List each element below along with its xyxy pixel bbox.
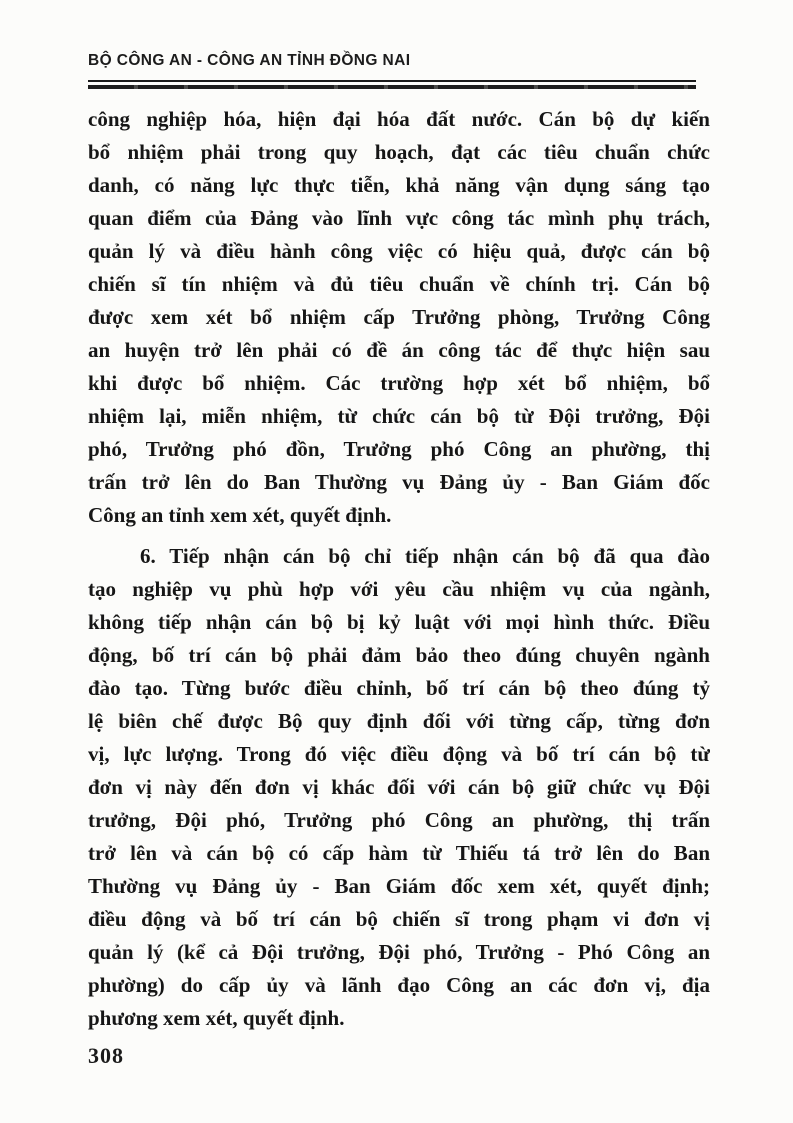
- header-rule-thick: [88, 85, 696, 89]
- text-line: phó, Trưởng phó đồn, Trưởng phó Công an phường, thị: [88, 437, 710, 461]
- text-line: quan điểm của Đảng vào lĩnh vực công tác mình phụ trách,: [88, 206, 710, 230]
- text-line: chiến sĩ tín nhiệm và đủ tiêu chuẩn về chính trị. Cán bộ: [88, 272, 710, 296]
- text-line: phương xem xét, quyết định.: [88, 1006, 345, 1030]
- text-line: Thường vụ Đảng ủy - Ban Giám đốc xem xét, quyết định;: [88, 874, 710, 898]
- text-line: động, bố trí cán bộ phải đảm bảo theo đúng chuyên ngành: [88, 643, 710, 667]
- text-line: phường) do cấp ủy và lãnh đạo Công an các đơn vị, địa: [88, 973, 710, 997]
- page-number: 308: [88, 1043, 124, 1068]
- text-line: khi được bổ nhiệm. Các trường hợp xét bổ nhiệm, bổ: [88, 371, 710, 395]
- text-line: tạo nghiệp vụ phù hợp với yêu cầu nhiệm vụ của ngành,: [88, 577, 710, 601]
- text-line: trấn trở lên do Ban Thường vụ Đảng ủy - Ban Giám đốc: [88, 470, 710, 494]
- text-line: bổ nhiệm phải trong quy hoạch, đạt các tiêu chuẩn chức: [88, 140, 710, 164]
- text-line: danh, có năng lực thực tiễn, khả năng vận dụng sáng tạo: [88, 173, 710, 197]
- header-rule-thin: [88, 80, 696, 82]
- body-text: [88, 103, 710, 1035]
- text-line: đơn vị này đến đơn vị khác đối với cán bộ giữ chức vụ Đội: [88, 775, 710, 799]
- text-line: vị, lực lượng. Trong đó việc điều động và bố trí cán bộ từ: [88, 742, 710, 766]
- text-line: không tiếp nhận cán bộ bị kỷ luật với mọi hình thức. Điều: [88, 610, 710, 634]
- text-line: lệ biên chế được Bộ quy định đối với từng cấp, từng đơn: [88, 709, 710, 733]
- text-line: Công an tỉnh xem xét, quyết định.: [88, 503, 392, 527]
- text-line: điều động và bố trí cán bộ chiến sĩ trong phạm vi đơn vị: [88, 907, 710, 931]
- text-line: trưởng, Đội phó, Trưởng phó Công an phường, thị trấn: [88, 808, 710, 832]
- running-header: BỘ CÔNG AN - CÔNG AN TỈNH ĐỒNG NAI: [88, 52, 411, 69]
- text-line: được xem xét bổ nhiệm cấp Trưởng phòng, Trưởng Công: [88, 305, 710, 329]
- text-line: đào tạo. Từng bước điều chỉnh, bố trí cán bộ theo đúng tỷ: [88, 676, 710, 700]
- text-line: an huyện trở lên phải có đề án công tác để thực hiện sau: [88, 338, 710, 362]
- text-line: quản lý (kể cả Đội trưởng, Đội phó, Trưởng - Phó Công an: [88, 940, 710, 964]
- text-line: công nghiệp hóa, hiện đại hóa đất nước. Cán bộ dự kiến: [88, 107, 710, 131]
- paragraph-2: [88, 540, 710, 1035]
- text-line: nhiệm lại, miễn nhiệm, từ chức cán bộ từ Đội trưởng, Đội: [88, 404, 710, 428]
- text-line: quản lý và điều hành công việc có hiệu quả, được cán bộ: [88, 239, 710, 263]
- text-line: 6. Tiếp nhận cán bộ chỉ tiếp nhận cán bộ đã qua đào: [140, 544, 710, 568]
- text-line: trở lên và cán bộ có cấp hàm từ Thiếu tá trở lên do Ban: [88, 841, 710, 865]
- paragraph-1: [88, 103, 710, 532]
